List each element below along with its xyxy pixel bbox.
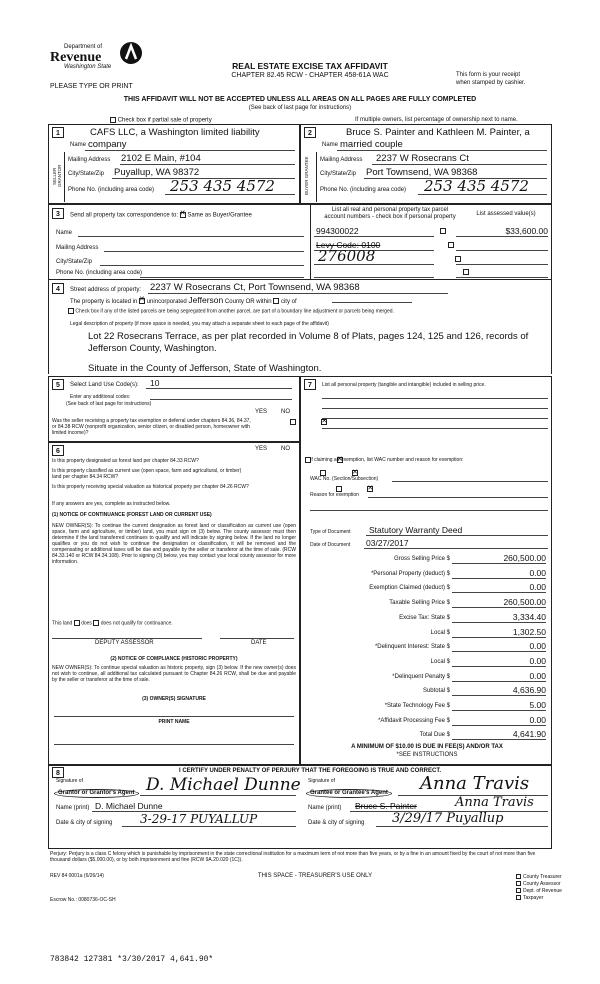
fee-value[interactable]: 0.00: [529, 670, 546, 681]
segregated-label: Check box if any of the listed parcels are being segregated from another parcel, are part of a boundary line adjustment or parcels being merged.: [75, 308, 394, 315]
seller-mailing-value[interactable]: 2102 E Main, #104: [121, 153, 201, 164]
fee-value[interactable]: 0.00: [529, 641, 546, 652]
seller-name-line2[interactable]: company: [88, 139, 127, 150]
partial-sale-label: Check box if partial sale of property: [117, 117, 212, 124]
section-8-number: 8: [52, 767, 64, 778]
treasurer-use-label: THIS SPACE - TREASURER'S USE ONLY: [257, 873, 373, 879]
city-of-checkbox[interactable]: [273, 298, 279, 304]
section-1-number: 1: [52, 127, 64, 138]
fee-row: [300, 612, 552, 624]
fee-label: Subtotal $: [422, 688, 450, 695]
notice-compliance-title: (2) NOTICE OF COMPLIANCE (HISTORIC PROPERTY): [110, 656, 238, 662]
additional-codes-2: (See back of last page for instructions): [66, 401, 152, 407]
legal-line-3[interactable]: Situate in the County of Jefferson, State of Washington.: [88, 363, 322, 374]
copy-item: [516, 895, 562, 902]
grantee-name-handwritten[interactable]: Anna Travis: [455, 795, 534, 810]
dor-logo: [50, 40, 160, 84]
grantee-name-label: Name (print): [308, 805, 342, 811]
does-label: does: [81, 620, 92, 627]
fee-label: *Personal Property (deduct) $: [370, 570, 450, 577]
see-instructions-note: *SEE INSTRUCTIONS: [396, 752, 458, 758]
parcel-header-2: account numbers - check box if personal property: [324, 214, 456, 220]
seller-name-line1[interactable]: CAFS LLC, a Washington limited liability: [90, 127, 260, 138]
copy-label: County Assessor: [523, 881, 561, 887]
copy-label: Dept. of Revenue: [523, 888, 562, 894]
land-use-value[interactable]: 10: [150, 378, 160, 388]
buyer-city-value[interactable]: Port Townsend, WA 98368: [366, 167, 478, 178]
corr-phone-label: Phone No. (including area code): [56, 270, 143, 276]
parcel-4-personal-checkbox[interactable]: [463, 269, 469, 275]
fee-value[interactable]: 5.00: [529, 700, 546, 710]
buyer-name-line1[interactable]: Bruce S. Painter and Kathleen M. Painter, a: [346, 127, 530, 138]
grantee-date-value[interactable]: 3/29/17 Puyallup: [392, 811, 504, 826]
fee-value[interactable]: 3,334.40: [512, 611, 546, 622]
fee-value[interactable]: 0.00: [529, 582, 546, 593]
please-type: PLEASE TYPE OR PRINT: [50, 83, 133, 90]
seller-city-label: City/State/Zip: [68, 171, 105, 177]
fee-row: [300, 715, 552, 727]
county-or-within-label: County OR within: [224, 299, 272, 305]
fee-value[interactable]: 1,302.50: [512, 626, 546, 637]
corr-city-label: City/State/Zip: [56, 259, 93, 265]
city-of-label: city of: [280, 299, 297, 305]
copy-checkbox[interactable]: [516, 895, 521, 900]
street-label: Street address of property:: [70, 287, 142, 293]
fee-label: Excise Tax: State $: [399, 614, 450, 621]
fee-value[interactable]: 4,636.90: [512, 685, 546, 696]
segregated-checkbox[interactable]: [68, 308, 74, 314]
partial-sale-checkbox[interactable]: [110, 117, 116, 123]
grantor-signature[interactable]: D. Michael Dunne: [146, 775, 301, 795]
fee-label: Taxable Selling Price $: [389, 600, 450, 607]
personal-property-label: List all personal property (tangible and intangible) included in selling price.: [322, 382, 486, 388]
current-use-question: Is this property classified as current use (open space, farm and agricultural, or timber) land per chapter 84.34 RCW?: [52, 468, 242, 480]
parcel-1[interactable]: 994300022: [316, 226, 359, 236]
buyer-mailing-label: Mailing Address: [320, 157, 363, 163]
payment-stamp: 783842 127381 *3/30/2017 4,641.90*: [50, 955, 214, 964]
copy-label: County Treasurer: [523, 874, 562, 880]
notice-compliance-text: NEW OWNER(S): To continue special valuation as historic property, sign (3) below. If the new owner(s) does not wish to continue, all additional tax calculated pursuant to Chapter 84.26 RCW, shall be due and payable by the seller or transferor at the time of sale.: [52, 665, 296, 683]
claiming-exemption-label: If claiming an exemption, list WAC number and reason for exemption:: [310, 457, 464, 463]
doc-type-value[interactable]: Statutory Warranty Deed: [369, 525, 463, 535]
warning-banner: THIS AFFIDAVIT WILL NOT BE ACCEPTED UNLESS ALL AREAS ON ALL PAGES ARE FULLY COMPLETED: [123, 96, 477, 103]
copies-list: [516, 874, 562, 902]
fee-label: Exemption Claimed (deduct) $: [369, 585, 450, 592]
parcel-header-1: List all real and personal property tax parcel: [331, 207, 449, 213]
seller-city-value[interactable]: Puyallup, WA 98372: [114, 167, 200, 178]
if-yes-note: If any answers are yes, complete as instructed below.: [52, 501, 171, 507]
fee-row: [300, 700, 552, 712]
section-5-number: 5: [52, 379, 64, 390]
does-not-label: does not qualify for continuance.: [100, 620, 173, 627]
buyer-city-label: City/State/Zip: [320, 171, 357, 177]
parcel-2-struck[interactable]: Levy Code: 0100: [316, 240, 381, 250]
fee-value[interactable]: 4,641.90: [512, 729, 546, 740]
county-value[interactable]: Jefferson: [188, 295, 224, 305]
fee-value[interactable]: 0.00: [529, 655, 546, 666]
fee-row: [300, 729, 552, 741]
forest-question: Is this property designated as forest land per chapter 84.33 RCW?: [52, 458, 199, 464]
wac-label: WAC No. (Section/Subsection): [310, 476, 379, 482]
grantor-date-label: Date & city of signing: [56, 820, 113, 826]
section-2-number: 2: [304, 127, 316, 138]
copy-checkbox[interactable]: [516, 874, 521, 879]
assessed-1[interactable]: $33,600.00: [505, 226, 548, 236]
fee-value[interactable]: 0.00: [529, 714, 546, 725]
located-row: [70, 295, 297, 306]
grantee-date-label: Date & city of signing: [308, 820, 365, 826]
fee-row: [300, 656, 552, 668]
buyer-mailing-value[interactable]: 2237 W Rosecrans Ct: [376, 153, 469, 164]
seller-name-label: Name: [70, 142, 87, 148]
this-land-label: This land: [52, 620, 73, 627]
fee-row: [300, 685, 552, 697]
grantee-name-value[interactable]: Bruce S. Painter: [355, 801, 417, 811]
fee-label: Total Due $: [419, 732, 450, 739]
fee-label: *Delinquent Interest: State $: [374, 644, 450, 651]
dept-revenue-label: Revenue: [50, 50, 102, 65]
segregated-row: [68, 308, 394, 314]
print-name-label: PRINT NAME: [158, 719, 190, 725]
fee-row: [300, 582, 552, 594]
same-as-buyer-label: Same as Buyer/Grantee: [187, 212, 252, 219]
dept-of-label: Department of: [64, 44, 103, 50]
seller-phone-value[interactable]: 253 435 4572: [170, 177, 275, 195]
reason-label: Reason for exemption: [310, 492, 359, 498]
fee-label: *State Technology Fee $: [384, 703, 450, 709]
grantor-name-label: Name (print): [56, 805, 90, 811]
fee-row: [300, 641, 552, 653]
legal-label: Legal description of property (if more space is needed, you may attach a separate sheet to each page of the affidavit): [70, 321, 329, 327]
deputy-date-label: DATE: [251, 640, 267, 646]
fee-label: Local $: [430, 658, 450, 665]
additional-codes-1: Enter any additional codes:: [70, 394, 131, 400]
doc-date-label: Date of Document: [310, 542, 351, 548]
receipt-note-1: This form is your receipt: [456, 72, 521, 78]
fee-label: Gross Selling Price $: [393, 556, 450, 562]
seller-mailing-label: Mailing Address: [68, 157, 111, 163]
rev-number: REV 84 0001a (6/26/14): [50, 873, 104, 879]
section-4-number: 4: [52, 283, 64, 294]
parcel-3-personal-checkbox[interactable]: [455, 256, 461, 262]
buyer-phone-value[interactable]: 253 435 4572: [424, 177, 529, 195]
seller-phone-label: Phone No. (including area code): [68, 187, 155, 193]
land-use-label: Select Land Use Code(s):: [70, 382, 139, 388]
does-not-qualify-checkbox[interactable]: [93, 620, 99, 626]
parcel-2-personal-checkbox[interactable]: [448, 242, 454, 248]
doc-date-value[interactable]: 03/27/2017: [366, 538, 409, 548]
buyer-phone-label: Phone No. (including area code): [320, 187, 407, 193]
grantee-sig-label-1: Signature of: [308, 778, 335, 784]
grantor-name-value[interactable]: D. Michael Dunne: [95, 801, 163, 811]
fee-row: [300, 627, 552, 639]
grantor-sig-label-2: Grantor or Grantor's Agent: [54, 789, 139, 798]
grantor-date-value[interactable]: 3-29-17 PUYALLUP: [140, 812, 258, 826]
parcel-1-personal-checkbox[interactable]: [440, 228, 446, 234]
corr-name-label: Name: [56, 230, 73, 236]
copy-checkbox[interactable]: [516, 888, 521, 893]
escrow-number: Escrow No.: 0080736-OC-SH: [50, 897, 116, 903]
fee-value[interactable]: 0.00: [529, 567, 546, 578]
corr-mailing-label: Mailing Address: [56, 245, 99, 251]
see-back-note: (See back of last page for instructions): [248, 105, 352, 111]
send-correspondence-label: Send all property tax correspondence to:: [70, 212, 179, 219]
copy-item: [516, 888, 562, 895]
grantor-sig-label-1: Signature of: [56, 778, 83, 784]
perjury-notice: Perjury: Perjury is a class C felony which is punishable by imprisonment in the state correctional institution for a maximum term of not more than five years, or by a fine in an amount fixed by the court of not more than five thousand dollars ($5,000.00), or by both imprisonment and fine (RCW 9A.20.020 (1C)).: [50, 851, 536, 863]
copy-item: [516, 881, 562, 888]
s6-yes-label: YES: [255, 446, 268, 452]
copy-label: Taxpayer: [523, 895, 544, 901]
certify-statement: I CERTIFY UNDER PENALTY OF PERJURY THAT THE FOREGOING IS TRUE AND CORRECT.: [178, 768, 442, 774]
seller-side-label: SELLER GRANTOR: [52, 164, 62, 188]
fee-label: *Delinquent Penalty $: [392, 673, 450, 680]
dept-state-label: Washington State: [64, 64, 112, 70]
fee-row: [300, 597, 552, 609]
buyer-name-line2[interactable]: married couple: [340, 139, 403, 150]
exemption-question: Was the seller receiving a property tax exemption or deferral under chapters 84.36, 84.37, or 84.38 RCW (nonprofit organization, senior citizen, or disabled person, homeowner with limited income)?: [52, 418, 251, 436]
fee-label: *Affidavit Processing Fee $: [378, 717, 450, 724]
notice-continuance-text: NEW OWNER(S): To continue the current designation as forest land or classification as current use (open space, farm and agriculture, or timber) land, you must sign on (3) below. The county assessor must then determine if the land transferred continues to qualify and will indicate by signing below. If the land no longer qualifies or you do not wish to continue the designation or classification, it will be removed and the compensating or additional taxes will be due and payable by the seller or transferor at the time of sale. (RCW 84.33.140 or RCW 84.34.108). Prior to signing (3) below, you may contact your local county assessor for more information.: [52, 523, 297, 565]
fee-row: [300, 671, 552, 683]
dor-logo-icon: [118, 40, 144, 66]
s5-no-label: NO: [281, 409, 290, 415]
same-as-buyer-checkbox[interactable]: [180, 212, 186, 218]
s5-yes-label: YES: [255, 409, 268, 415]
receipt-note-2: when stamped by cashier.: [456, 80, 526, 86]
qualify-row: [52, 620, 173, 626]
assessed-header: List assessed value(s): [476, 211, 536, 217]
buyer-name-label: Name: [322, 142, 339, 148]
buyer-side-label: BUYER GRANTEE: [304, 156, 309, 196]
fee-row: [300, 553, 552, 565]
copy-checkbox[interactable]: [516, 881, 521, 886]
section-3-number: 3: [52, 208, 64, 219]
fee-value[interactable]: 260,500.00: [503, 597, 546, 608]
parcel-3-handwritten[interactable]: 276008: [318, 247, 376, 265]
fee-label: Local $: [430, 629, 450, 636]
grantee-signature[interactable]: Anna Travis: [420, 773, 530, 794]
doc-type-label: Type of Document: [310, 529, 351, 535]
copy-item: [516, 874, 562, 881]
unincorporated-checkbox[interactable]: [139, 298, 145, 304]
does-qualify-checkbox[interactable]: [74, 620, 80, 626]
multiple-owners-note: If multiple owners, list percentage of ownership next to name.: [355, 117, 518, 123]
section-6-number: 6: [52, 445, 64, 456]
section-7-number: 7: [304, 379, 316, 390]
fee-row: [300, 568, 552, 580]
street-value[interactable]: 2237 W Rosecrans Ct, Port Townsend, WA 98368: [150, 282, 360, 293]
historic-question: Is this property receiving special valuation as historical property per chapter 84.26 RCW?: [52, 484, 249, 490]
s6-no-label: NO: [281, 446, 290, 452]
owner-signature-label: (3) OWNER(S) SIGNATURE: [142, 696, 206, 702]
send-correspondence-row: [70, 212, 252, 220]
minimum-fee-note: A MINIMUM OF $10.00 IS DUE IN FEE(S) AND/OR TAX: [351, 744, 503, 750]
grantee-sig-label-2: Grantee or Grantee's Agent: [306, 789, 392, 798]
unincorporated-label: unincorporated: [146, 299, 187, 305]
legal-line-1[interactable]: Lot 22 Rosecrans Terrace, as per plat recorded in Volume 8 of Plats, pages 124, 125 and 126, records of: [88, 331, 529, 342]
located-in-label: The property is located in: [70, 299, 138, 305]
notice-continuance-title: (1) NOTICE OF CONTINUANCE (FOREST LAND OR CURRENT USE): [52, 512, 212, 518]
legal-line-2[interactable]: Jefferson County, Washington.: [88, 343, 217, 354]
form-subtitle: CHAPTER 82.45 RCW - CHAPTER 458-61A WAC: [231, 72, 389, 79]
deputy-assessor-label: DEPUTY ASSESSOR: [95, 640, 154, 646]
fee-value[interactable]: 260,500.00: [503, 553, 546, 563]
form-title: REAL ESTATE EXCISE TAX AFFIDAVIT: [232, 61, 388, 71]
s5-exemption-yes-checkbox[interactable]: [290, 419, 296, 425]
